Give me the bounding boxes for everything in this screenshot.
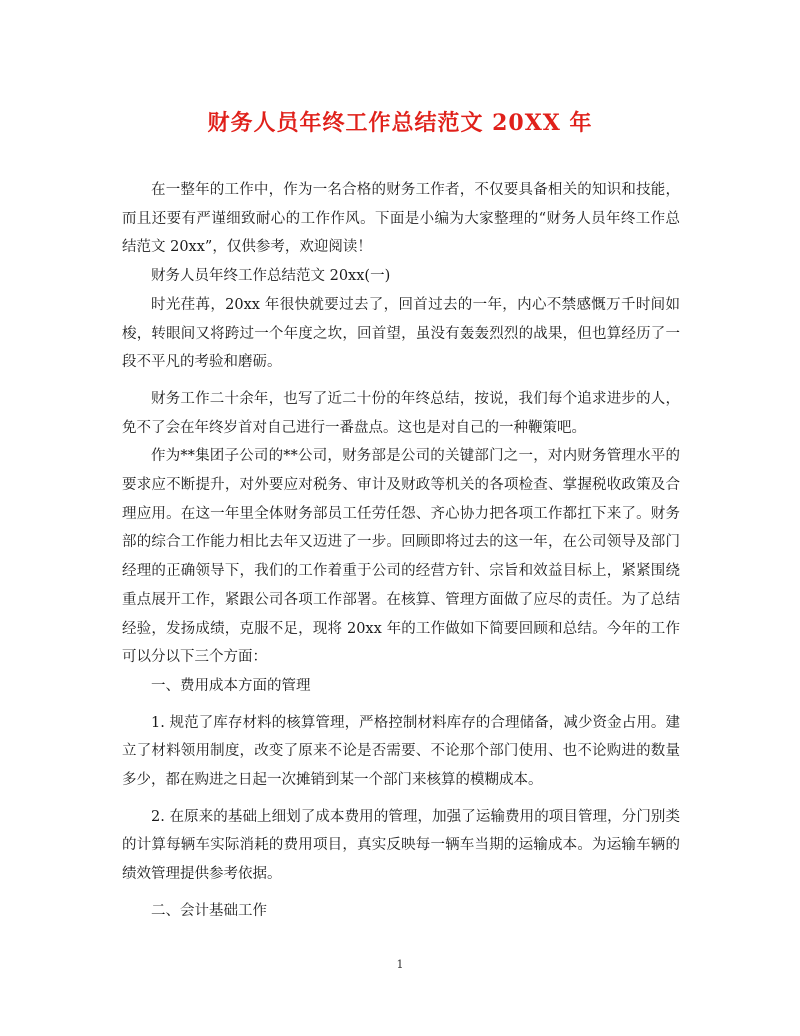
list-item: 1. 规范了库存材料的核算管理，严格控制材料库存的合理储备，减少资金占用。建立了材料领用制度，改变了原来不论是否需要、不论那个部门使用、也不论购进的数量多少，都在购进之日起一次摊销到某一个部门来核算的模糊成本。 (122, 714, 680, 789)
body-paragraph: 时光荏苒，20xx 年很快就要过去了，回首过去的一年，内心不禁感慨万千时间如梭，转眼间又将跨过一个年度之坎，回首望，虽没有轰轰烈烈的战果，但也算经历了一段不平凡的考验和磨砺。 (122, 296, 680, 371)
list-item: 2. 在原来的基础上细划了成本费用的管理，加强了运输费用的项目管理，分门别类的计算每辆车实际消耗的费用项目，真实反映每一辆车当期的运输成本。为运输车辆的绩效管理提供参考依据。 (122, 808, 680, 883)
page-number: 1 (396, 958, 404, 971)
section-heading-accounting-basics: 二、会计基础工作 (151, 902, 267, 919)
body-paragraph: 作为**集团子公司的**公司，财务部是公司的关键部门之一，对内财务管理水平的要求应不断提升，对外要应对税务、审计及财政等机关的各项检查、掌握税收政策及合理应用。在这一年里全体财务部员工任劳任怨、齐心协力把各项工作都扛下来了。财务部的综合工作能力相比去年又迈进了一步。回顾即将过去的这一年，在公司领导及部门经理的正确领导下，我们的工作着重于公司的经营方针、宗旨和效益目标上，紧紧围绕重点展开工作，紧跟公司各项工作部署。在核算、管理方面做了应尽的责任。为了总结经验，发扬成绩，克服不足，现将 20xx 年的工作做如下简要回顾和总结。今年的工作可以分以下三个方面： (122, 448, 680, 666)
section-heading-part-one: 财务人员年终工作总结范文 20xx(一) (151, 268, 391, 285)
document-title: 财务人员年终工作总结范文 20XX 年 (207, 110, 593, 136)
document-body (122, 176, 680, 926)
body-paragraph: 财务工作二十余年，也写了近二十份的年终总结，按说，我们每个追求进步的人，免不了会在年终岁首对自己进行一番盘点。这也是对自己的一种鞭策吧。 (122, 390, 680, 436)
section-heading-cost-management: 一、费用成本方面的管理 (151, 677, 311, 694)
intro-paragraph: 在一整年的工作中，作为一名合格的财务工作者，不仅要具备相关的知识和技能，而且还要有严谨细致耐心的工作作风。下面是小编为大家整理的“财务人员年终工作总结范文 20xx”，仅供参考，欢迎阅读！ (122, 182, 680, 256)
